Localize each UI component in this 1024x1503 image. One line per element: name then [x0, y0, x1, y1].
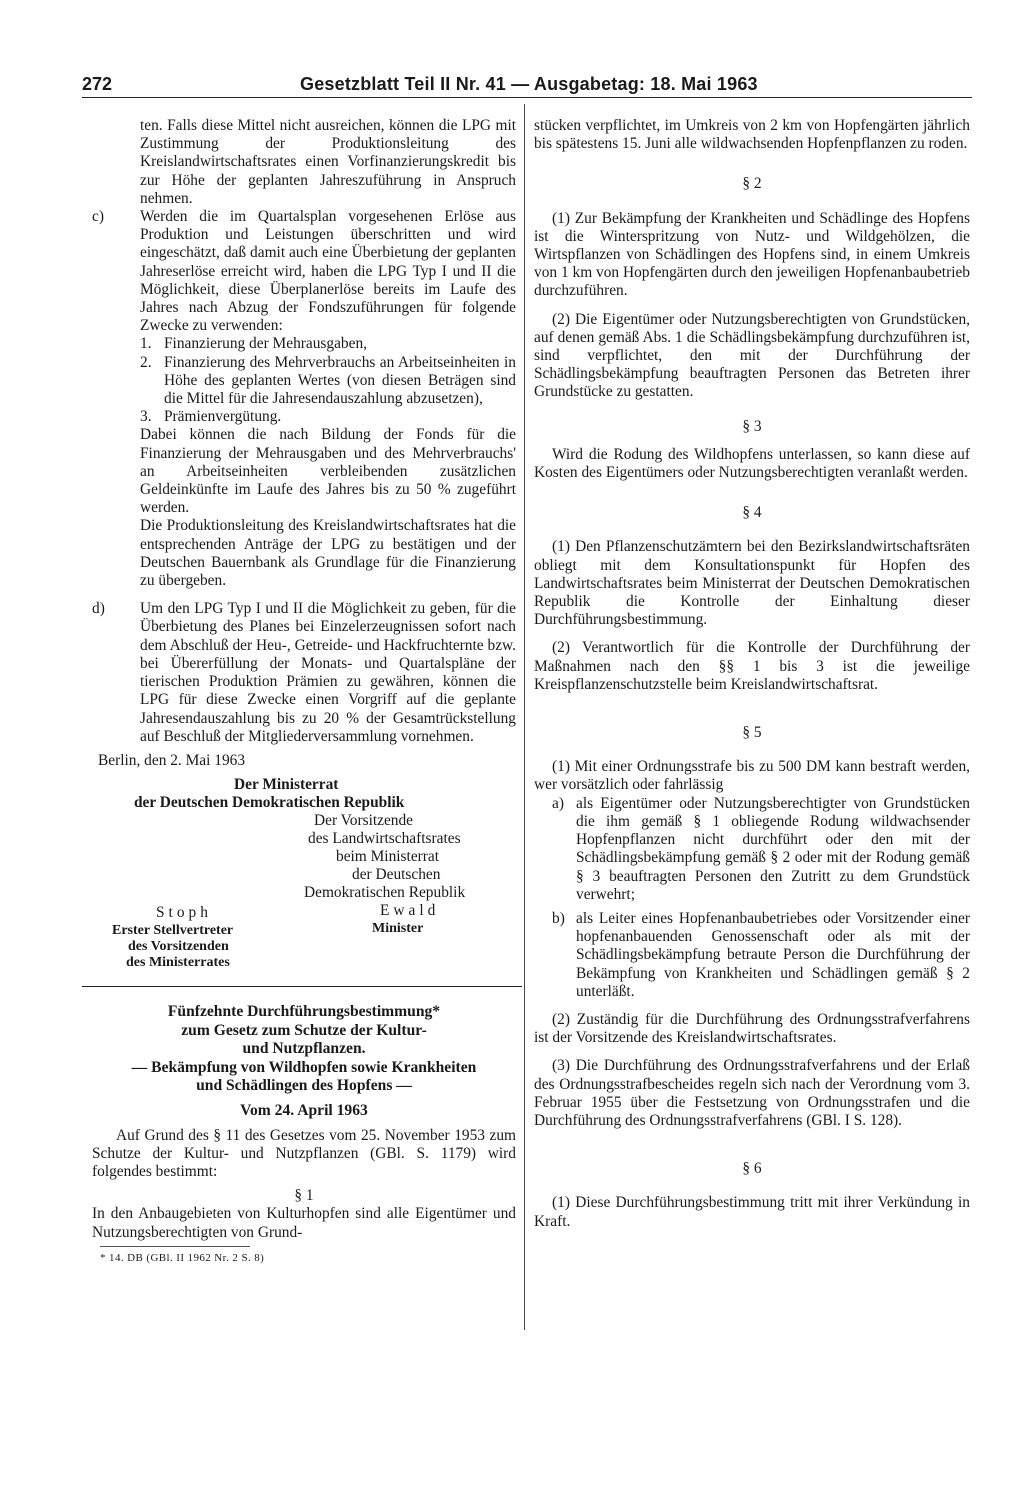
section-5-item-b: [534, 910, 970, 1001]
section-5-item-a-label: a): [552, 794, 564, 812]
list-item: [92, 354, 516, 409]
item-d-text: Um den LPG Typ I und II die Möglichkeit zu geben, für die Überbietung des Planes bei Einzelerzeugnissen sofort nach dem Abschluß der Heu-, Getreide- und Hackfruchternte bzw. bei Übererfüllung der Monats- und Quartalspläne der tierischen Produktion Prämien zu gewähren, können die LPG für diese Zwecke einen Vorgriff auf die geplante Jahresendauszahlung bis zu 20 % der Gesamtrückstellung auf Beschluß der Mitgliederversammlung vornehmen.: [140, 600, 516, 745]
signature-right-line3: beim Ministerrat: [336, 848, 440, 866]
section-3-text: Wird die Rodung des Wildhopfens unterlassen, so kann diese auf Kosten des Eigentümers oder Nutzungsberechtigten veranlaßt werden.: [534, 445, 970, 482]
list-item: [92, 335, 516, 353]
list-item-text: Finanzierung der Mehrausgaben,: [164, 335, 368, 353]
list-item-number: 2.: [140, 353, 152, 371]
section-2-heading: § 2: [742, 175, 762, 193]
signature-block: [92, 776, 516, 986]
section-1-text: In den Anbaugebieten von Kulturhopfen sind alle Eigentümer und Nutzungsberechtigten von Grund-: [92, 1205, 516, 1241]
signature-left-name: Stoph: [156, 904, 212, 922]
section-5-para-3: (3) Die Durchführung des Ordnungsstrafverfahrens und der Erlaß des Ordnungsstrafbescheides regeln sich nach der Verordnung vom 3. Februar 1955 über die Festsetzung von Ordnungsstrafen und die Durchführung des Ordnungsstrafverfahrens (GBl. I S. 128).: [534, 1057, 970, 1129]
decree-title-line1: Fünfzehnte Durchführungsbestimmung*: [167, 1003, 441, 1021]
left-column: [92, 117, 516, 1265]
list-item: [92, 408, 516, 426]
decree-title-line5: und Schädlingen des Hopfens —: [196, 1077, 412, 1095]
section-1-continued: stücken verpflichtet, im Umkreis von 2 km von Hopfengärten jährlich bis spätestens 15. Juni alle wildwachsenden Hopfenpflanzen zu roden.: [534, 117, 970, 153]
item-c: [92, 208, 516, 335]
decree-title-line3: und Nutzpflanzen.: [242, 1040, 366, 1058]
signature-right-line5: Demokratischen Republik: [304, 884, 466, 902]
list-item-number: 1.: [140, 335, 152, 353]
decree-date: Vom 24. April 1963: [240, 1102, 368, 1120]
item-c-paragraph-3: Die Produktionsleitung des Kreislandwirtschaftsrates hat die entsprechenden Anträge der LPG zu bestätigen und der Deutschen Bauernbank als Grundlage für die Finanzierung zu übergeben.: [140, 517, 516, 590]
signature-left-role3: des Ministerrates: [126, 955, 230, 971]
footnote: * 14. DB (GBl. II 1962 Nr. 2 S. 8): [100, 1251, 265, 1264]
header-title: Gesetzblatt Teil II Nr. 41 — Ausgabetag: 18. Mai 1963: [300, 74, 758, 94]
signature-body-line2: der Deutschen Demokratischen Republik: [134, 794, 405, 812]
right-column: [534, 117, 970, 1231]
section-6-heading: § 6: [742, 1160, 762, 1178]
signature-left-role2: des Vorsitzenden: [128, 939, 229, 955]
list-item-text: Prämienvergütung.: [164, 408, 282, 426]
section-4-para-1: (1) Den Pflanzenschutzämtern bei den Bezirkslandwirtschaftsräten obliegt mit dem Konsultationspunkt für Hopfen des Landwirtschaftsrates beim Ministerrat der Deutschen Demokratischen Republik die Kontrolle der Einhaltung dieser Durchführungsbestimmung.: [534, 538, 970, 629]
running-header: [82, 72, 972, 100]
signature-left-role1: Erster Stellvertreter: [112, 923, 234, 939]
section-1-heading: § 1: [294, 1187, 314, 1205]
section-5-item-b-text: als Leiter eines Hopfenanbaubetriebes oder Vorsitzender einer hopfenanbauenden Genossenschaft oder als mit der Schädlingsbekämpfung betraute Person die Durchführung der Bekämpfung von Krankheiten und Schädlingen gemäß § 2 unterläßt.: [576, 909, 970, 1000]
header-rule: [82, 97, 972, 98]
section-5-item-b-label: b): [552, 909, 565, 927]
section-2-para-1: (1) Zur Bekämpfung der Krankheiten und Schädlinge des Hopfens ist die Winterspritzung von Nutz- und Wildgehölzen, die Wirtspflanzen von Schädlingen des Hopfens sind, in einem Umkreis von 1 km von Hopfengärten durch den jeweiligen Hopfenanbaubetrieb durchzuführen.: [534, 209, 970, 300]
section-3-heading: § 3: [742, 417, 762, 435]
section-2-para-2: (2) Die Eigentümer oder Nutzungsberechtigten von Grundstücken, auf denen gemäß Abs. 1 die Schädlingsbekämpfung durchzuführen ist, sind verpflichtet, den mit der Durchführung der Schädlingsbekämpfung beauftragten Personen das Betreten ihrer Grundstücke zu gestatten.: [534, 310, 970, 401]
sub-list: [92, 335, 516, 426]
place-date: Berlin, den 2. Mai 1963: [98, 751, 246, 769]
decree-title: [92, 1003, 516, 1121]
signature-right-line2: des Landwirtschaftsrates: [308, 830, 461, 848]
section-5-para-2: (2) Zuständig für die Durchführung des Ordnungsstrafverfahrens ist der Vorsitzende des Kreislandwirtschaftsrates.: [534, 1010, 970, 1047]
signature-right-line1: Der Vorsitzende: [314, 812, 414, 830]
item-c-paragraph-2: Dabei können die nach Bildung der Fonds für die Finanzierung der Mehrausgaben und des Mehrverbrauchs' an Arbeitseinheiten verbleibenden zusätzlichen Geldeinkünfte im Laufe des Jahres bis zu 50 % zugeführt werden.: [140, 426, 516, 517]
decree-title-line2: zum Gesetz zum Schutze der Kultur-: [181, 1021, 427, 1039]
section-4-heading: § 4: [742, 504, 762, 522]
decree-title-line4: — Bekämpfung von Wildhopfen sowie Krankheiten: [131, 1058, 477, 1076]
item-c-label: c): [92, 208, 104, 226]
item-c-text: Werden die im Quartalsplan vorgesehenen Erlöse aus Produktion und Leistungen überschritten und wird eingeschätzt, daß damit auch eine Überbietung der geplanten Jahreserlöse erreicht wird, haben die LPG Typ I und II die Möglichkeit, diese Überplanerlöse bereits im Laufe des Jahres nach Abzug der Fondszuführungen für folgende Zwecke zu verwenden:: [140, 208, 516, 335]
preamble: Auf Grund des § 11 des Gesetzes vom 25. November 1953 zum Schutze der Kultur- und Nutzpflanzen (GBl. S. 1179) wird folgendes bestimmt:: [92, 1126, 516, 1181]
footnote-rule: [100, 1246, 250, 1247]
section-5-para-1: (1) Mit einer Ordnungsstrafe bis zu 500 DM kann bestraft werden, wer vorsätzlich oder fahrlässig: [534, 758, 970, 794]
section-4-para-2: (2) Verantwortlich für die Kontrolle der Durchführung der Maßnahmen nach den §§ 1 bis 3 ist die jeweilige Kreispflanzenschutzstelle beim Kreislandwirtschaftsrat.: [534, 639, 970, 693]
section-6-text: (1) Diese Durchführungsbestimmung tritt mit ihrer Verkündung in Kraft.: [534, 1194, 970, 1230]
continued-paragraph: ten. Falls diese Mittel nicht ausreichen, können die LPG mit Zustimmung der Produktionsleitung des Kreislandwirtschaftsrates einen Vorfinanzierungskredit bis zur Höhe der geplanten Jahreszuführung in Anspruch nehmen.: [140, 117, 516, 207]
signature-body-line1: Der Ministerrat: [234, 776, 339, 794]
page-number: 272: [82, 74, 113, 94]
column-divider: [524, 104, 525, 1330]
list-item-text: Finanzierung des Mehrverbrauchs an Arbeitseinheiten in Höhe des geplanten Wertes (von diesen Beträgen sind die Mittel für die Jahresendauszahlung abzusetzen),: [164, 353, 516, 408]
section-5-item-a: [534, 795, 970, 904]
signature-right-line4: der Deutschen: [352, 866, 441, 884]
signature-right-name: Ewald: [380, 902, 440, 920]
item-d: [92, 600, 516, 746]
item-d-label: d): [92, 600, 105, 618]
signature-right-role: Minister: [372, 921, 424, 937]
list-item-number: 3.: [140, 408, 152, 426]
section-5-item-a-text: als Eigentümer oder Nutzungsberechtigter von Grundstücken die ihm gemäß § 1 obliegende Rodung wildwachsender Hopfenpflanzen nicht durchführt oder den mit der Schädlingsbekämpfung gemäß § 2 oder mit der Rodung gemäß § 3 beauftragten Personen den Zutritt zu dem Grundstück verwehrt;: [576, 794, 970, 903]
section-5-heading: § 5: [742, 724, 762, 742]
